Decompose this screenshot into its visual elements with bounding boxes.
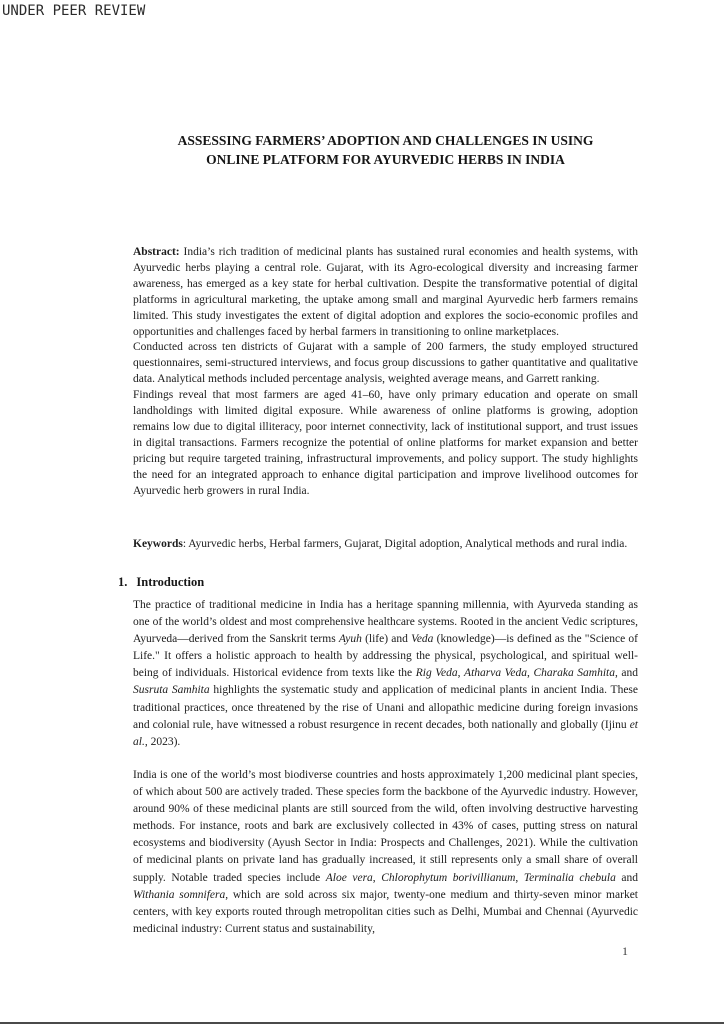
section-number: 1. xyxy=(118,575,128,589)
peer-review-watermark: UNDER PEER REVIEW xyxy=(2,3,146,19)
section-heading-introduction xyxy=(118,575,204,590)
paper-title xyxy=(133,131,638,169)
abstract-paragraph-1: Abstract: India’s rich tradition of medicinal plants has sustained rural economies and health systems, with Ayurvedic herbs playing a central role. Gujarat, with its Agro-ecological diversity and increasing farmer awareness, has emerged as a key state for herbal cultivation. Despite the transformative potential of digital platforms in agricultural marketing, the uptake among small and marginal Ayurvedic herb farmers remains limited. This study investigates the extent of digital adoption and explores the socio-economic profiles and opportunities and challenges faced by herbal farmers in transitioning to online marketplaces. xyxy=(133,246,638,338)
abstract-section xyxy=(133,245,638,500)
introduction-paragraph-2: India is one of the world’s most biodiverse countries and hosts approximately 1,200 medicinal plant species, of which about 500 are actively traded. These species form the backbone of the Ayurvedic industry. However, around 90% of these medicinal plants are still sourced from the wild, often involving destructive harvesting methods. For instance, roots and bark are exclusively collected in 43% of cases, putting stress on natural ecosystems and biodiversity (Ayush Sector in India: Prospects and Challenges, 2021). While the cultivation of medicinal plants on private land has gradually increased, it still represents only a small share of overall supply. Notable traded species include Aloe vera, Chlorophytum borivillianum, Terminalia chebula and Withania somnifera, which are sold across six major, twenty-one medium and thirty-seven minor market centers, with key exports routed through metropolitan cities such as Delhi, Mumbai and Chennai (Ayurvedic medicinal industry: Current status and sustainability, xyxy=(133,769,638,935)
section-title: Introduction xyxy=(136,575,205,589)
keywords-line: Keywords: Ayurvedic herbs, Herbal farmers, Gujarat, Digital adoption, Analytical methods and rural india. xyxy=(133,538,628,550)
page-number: 1 xyxy=(622,944,628,958)
abstract-paragraph-3: Findings reveal that most farmers are aged 41–60, have only primary education and operate on small landholdings with limited digital exposure. While awareness of online platforms is growing, adoption remains low due to digital illiteracy, poor internet connectivity, lack of institutional support, and trust issues in digital transactions. Farmers recognize the potential of online platforms for market expansion and better pricing but require targeted training, infrastructural improvements, and policy support. The study highlights the need for an integrated approach to enhance digital participation and improve livelihood outcomes for Ayurvedic herb growers in rural India. xyxy=(133,389,638,497)
paper-title-line-1: ASSESSING FARMERS’ ADOPTION AND CHALLENGES IN USING xyxy=(177,133,594,148)
abstract-paragraph-2: Conducted across ten districts of Gujarat with a sample of 200 farmers, the study employed structured questionnaires, semi-structured interviews, and focus group discussions to gather quantitative and qualitative data. Analytical methods included percentage analysis, weighted average means, and Garrett ranking. xyxy=(133,341,638,386)
introduction-paragraph-1: The practice of traditional medicine in India has a heritage spanning millennia, with Ayurveda standing as one of the world’s oldest and most comprehensive healthcare systems. Rooted in the ancient Vedic scriptures, Ayurveda—derived from the Sanskrit terms Ayuh (life) and Veda (knowledge)—is defined as the "Science of Life." It offers a holistic approach to health by addressing the physical, psychological, and spiritual well-being of individuals. Historical evidence from texts like the Rig Veda, Atharva Veda, Charaka Samhita, and Susruta Samhita highlights the systematic study and application of medicinal plants in ancient India. These traditional practices, once threatened by the rise of Unani and allopathic medicine during foreign invasions and colonial rule, have witnessed a robust resurgence in recent decades, both nationally and globally (Ijinu et al., 2023). xyxy=(133,599,639,748)
paper-title-line-2: ONLINE PLATFORM FOR AYURVEDIC HERBS IN INDIA xyxy=(206,152,565,167)
